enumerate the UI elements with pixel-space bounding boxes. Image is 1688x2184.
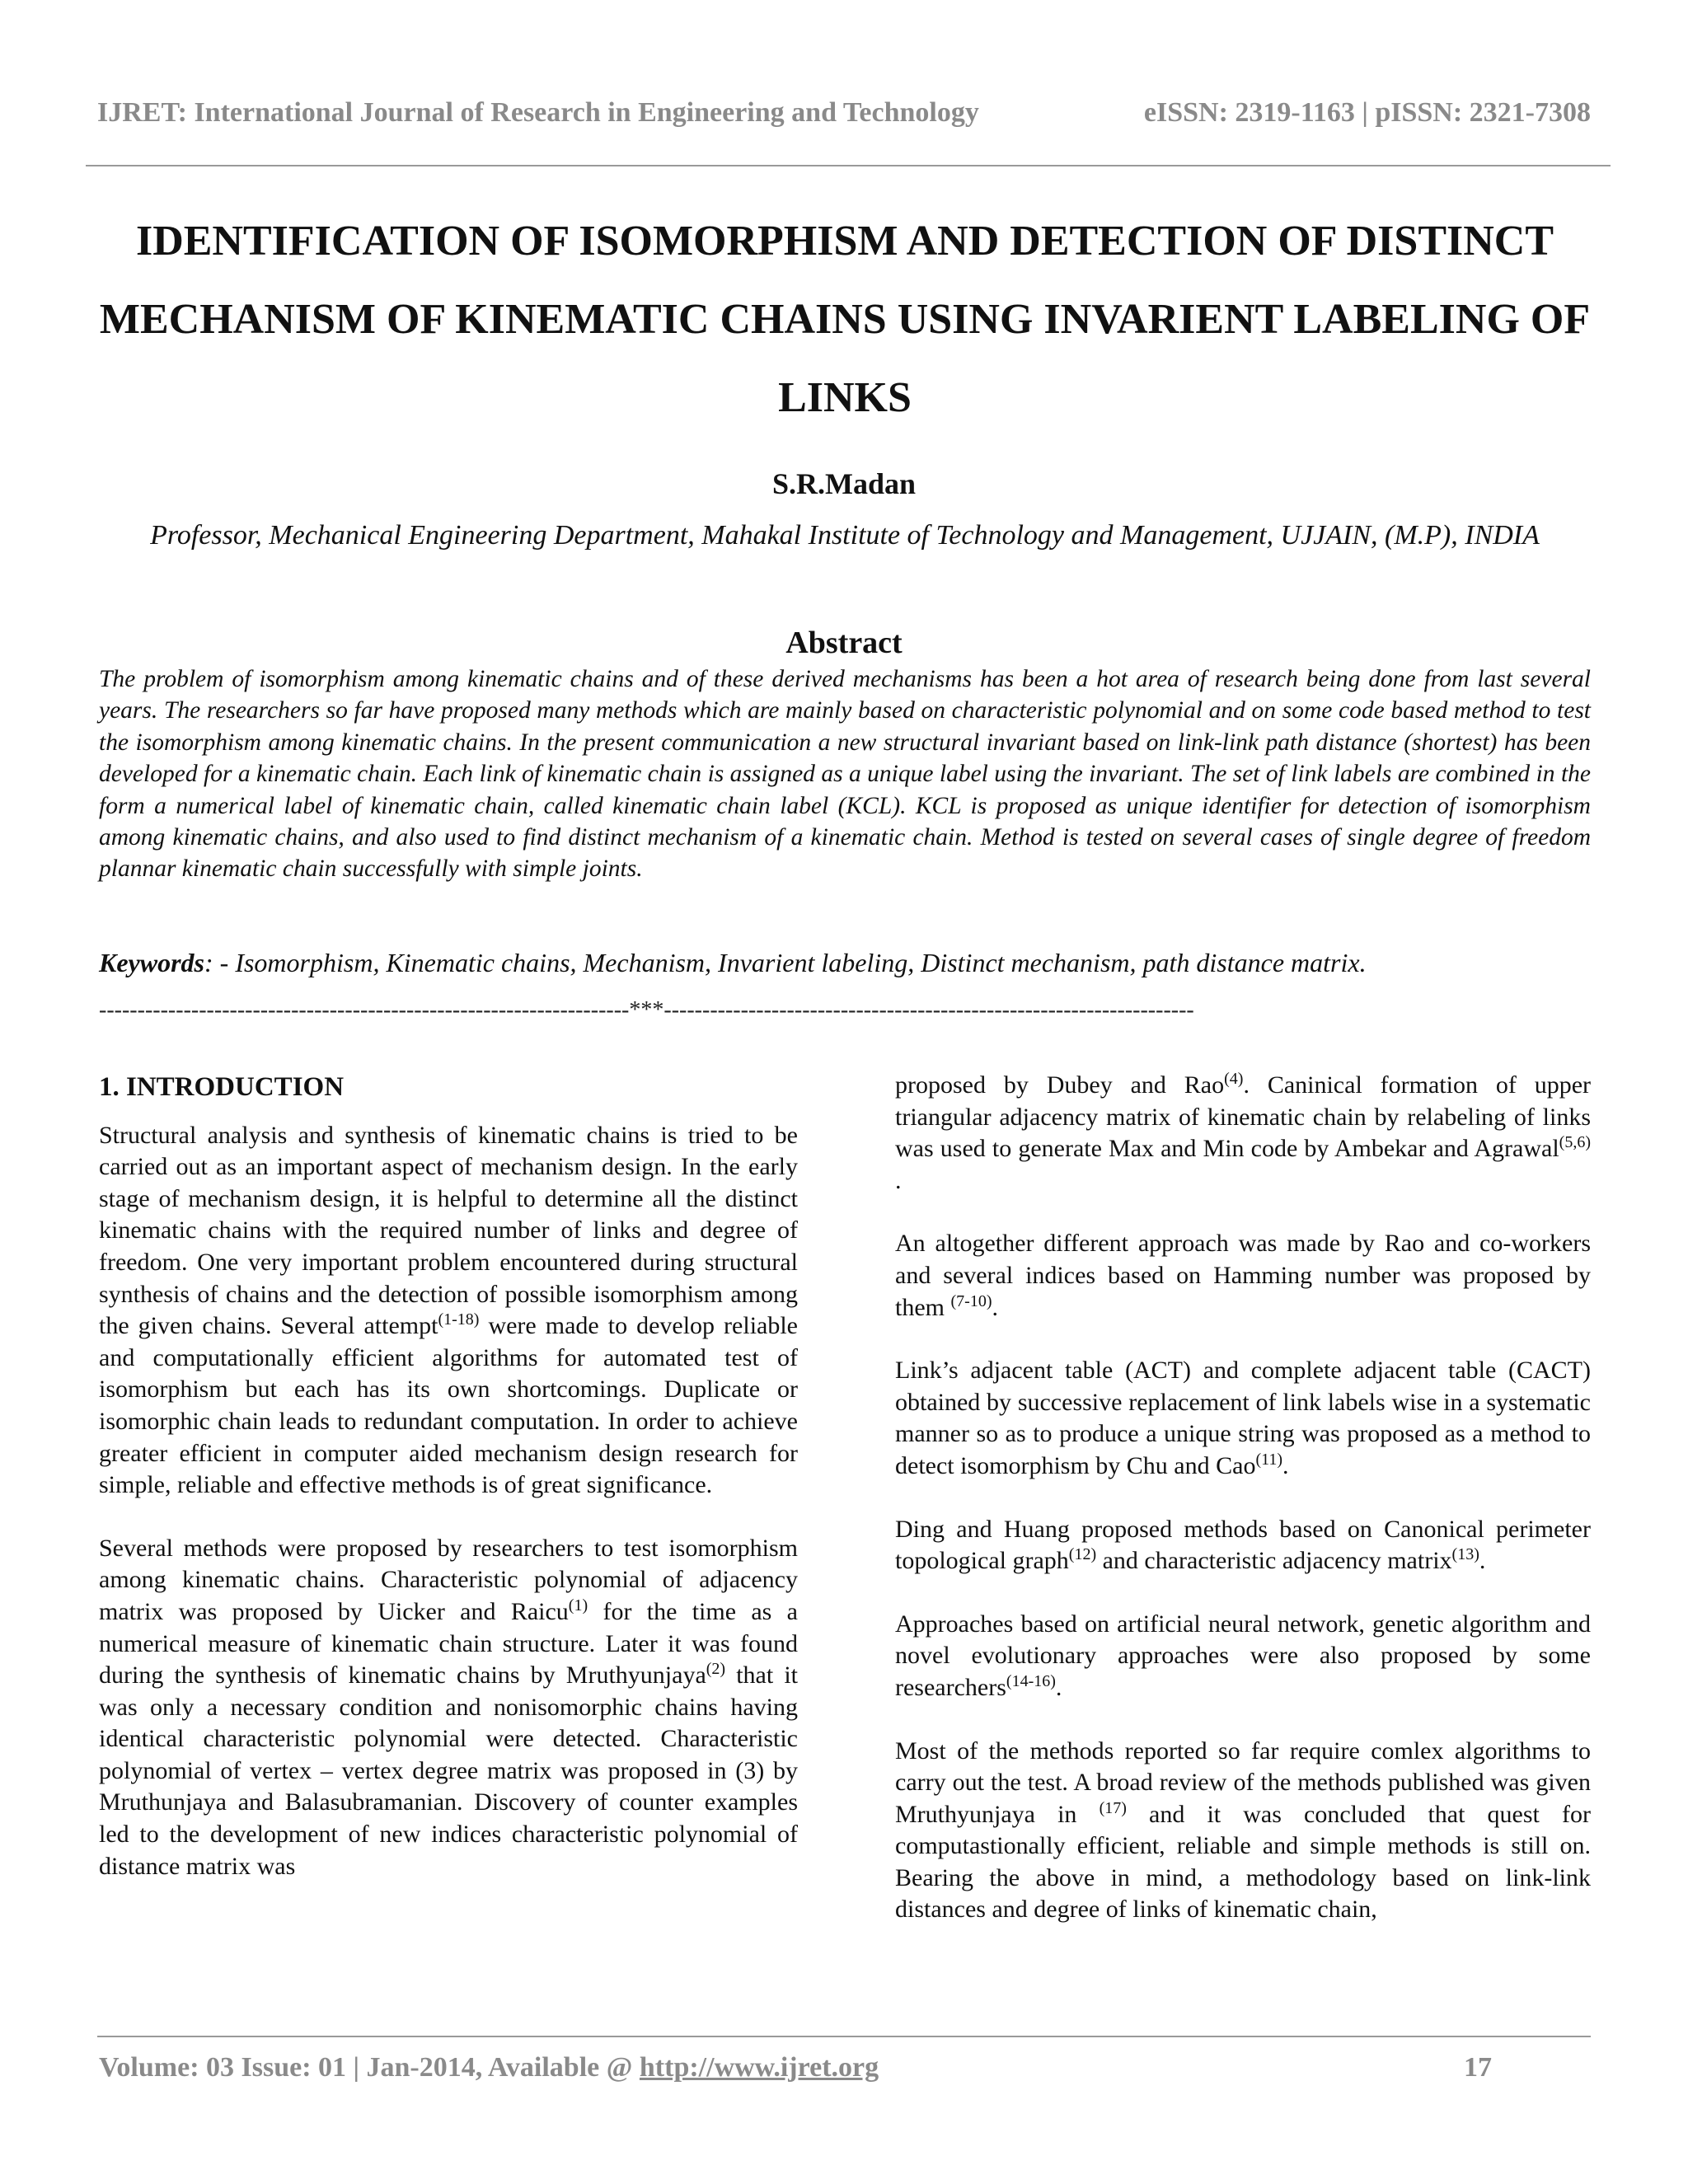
footer-rule — [97, 2036, 1591, 2037]
author-name: S.R.Madan — [771, 467, 917, 500]
page-number: 17 — [1464, 2052, 1492, 2083]
right-column — [895, 1070, 1591, 1957]
paragraph: Most of the methods reported so far require comlex algorithms to carry out the test. A broad review of the methods published was given Mruthyunjaya in $^{(17)}$ and it was concluded that quest for computastionally efficient, reliable and simple methods is still on. Bearing the above in mind, a methodology based on link-link distances and degree of links of kinematic chain, — [895, 1736, 1591, 1924]
paragraph: Approaches based on artificial neural network, genetic algorithm and novel evolutionary approaches were also proposed by some researchers$^{(14-16)}$. — [895, 1610, 1591, 1701]
journal-name: IJRET: International Journal of Research in Engineering and Technology — [97, 97, 979, 128]
section-separator: ---------------------------------------------------------------------***--------------------------------------------------------------------- — [99, 997, 1194, 1023]
keywords-label: Keywords — [99, 948, 204, 977]
left-column — [99, 1071, 798, 1914]
keywords-text: : - Isomorphism, Kinematic chains, Mechanism, Invarient labeling, Distinct mechanism, path distance matrix. — [204, 948, 1367, 977]
abstract-heading: Abstract — [785, 626, 903, 660]
paper-title: IDENTIFICATION OF ISOMORPHISM AND DETECTION OF DISTINCT MECHANISM OF KINEMATIC CHAINS USING INVARIENT LABELING OF LINKS — [99, 218, 1591, 421]
issn: eISSN: 2319-1163 | pISSN: 2321-7308 — [1143, 97, 1591, 128]
footer-volume: Volume: 03 Issue: 01 | Jan-2014, Available @ http://www.ijret.org — [99, 2052, 879, 2083]
abstract-text: The problem of isomorphism among kinematic chains and of these derived mechanisms has been a hot area of research being done from last several years. The researchers so far have proposed many methods which are mainly based on characteristic polynomial and on some code based method to test the isomorphism among kinematic chains. In the present communication a new structural invariant based on link-link path distance (shortest) has been developed for a kinematic chain. Each link of kinematic chain is assigned as a unique label using the invariant. The set of link labels are combined in the form a numerical label of kinematic chain, called kinematic chain label (KCL). KCL is proposed as unique identifier for detection of isomorphism among kinematic chains, and also used to find distinct mechanism of a kinematic chain. Method is tested on several cases of single degree of freedom plannar kinematic chain successfully with simple joints. — [99, 666, 1591, 883]
paragraph: Several methods were proposed by researchers to test isomorphism among kinematic chains. Characteristic polynomial of adjacency matrix was proposed by Uicker and Raicu$^{(1)}$ for the time as a numerical measure of kinematic chain structure. Later it was found during the synthesis of kinematic chains by Mruthyunjaya$^{(2)}$ that it was only a necessary condition and nonisomorphic chains having identical characteristic polynomial were detected. Characteristic polynomial of vertex – vertex degree matrix was proposed in (3) by Mruthunjaya and Balasubramanian. Discovery of counter examples led to the development of new indices characteristic polynomial of distance matrix was — [99, 1534, 799, 1880]
journal-url-link[interactable]: http://www.ijret.org — [639, 2052, 879, 2083]
paragraph: Link’s adjacent table (ACT) and complete adjacent table (CACT) obtained by successive replacement of link labels wise in a systematic manner so as to produce a unique string was proposed as a method to detect isomorphism by Chu and Cao$^{(11)}$. — [895, 1357, 1591, 1479]
paragraph: Structural analysis and synthesis of kinematic chains is tried to be carried out as an important aspect of mechanism design. In the early stage of mechanism design, it is helpful to determine all the distinct kinematic chains with the required number of links and degree of freedom. One very important problem encountered during structural synthesis of chains and the detection of possible isomorphism among the given chains. Several attempt$^{(1-18)}$ were made to develop reliable and computationally efficient algorithms for automated test of isomorphism but each has its own shortcomings. Duplicate or isomorphic chain leads to redundant computation. In order to achieve greater efficient in computer aided mechanism design research for simple, reliable and effective methods is of great significance. — [99, 1121, 799, 1499]
header-rule — [86, 165, 1611, 166]
running-header — [97, 97, 1591, 129]
running-footer — [99, 2052, 1492, 2083]
keywords — [99, 948, 1591, 978]
author-affiliation: Professor, Mechanical Engineering Department, Mahakal Institute of Technology and Management, UJJAIN, (M.P), INDIA — [150, 520, 1540, 551]
paragraph: An altogether different approach was made by Rao and co-workers and several indices based on Hamming number was proposed by them $^{(7-10)}$. — [895, 1230, 1591, 1321]
paragraph: Ding and Huang proposed methods based on Canonical perimeter topological graph$^{(12)}$ and characteristic adjacency matrix$^{(13)}$. — [895, 1515, 1591, 1575]
paragraph: proposed by Dubey and Rao$^{(4)}$. Caninical formation of upper triangular adjacency matrix of kinematic chain by relabeling of links was used to generate Max and Min code by Ambekar and Agrawal$^{(5,6)}$ . — [895, 1070, 1591, 1194]
section-heading-introduction: 1. INTRODUCTION — [99, 1072, 345, 1102]
